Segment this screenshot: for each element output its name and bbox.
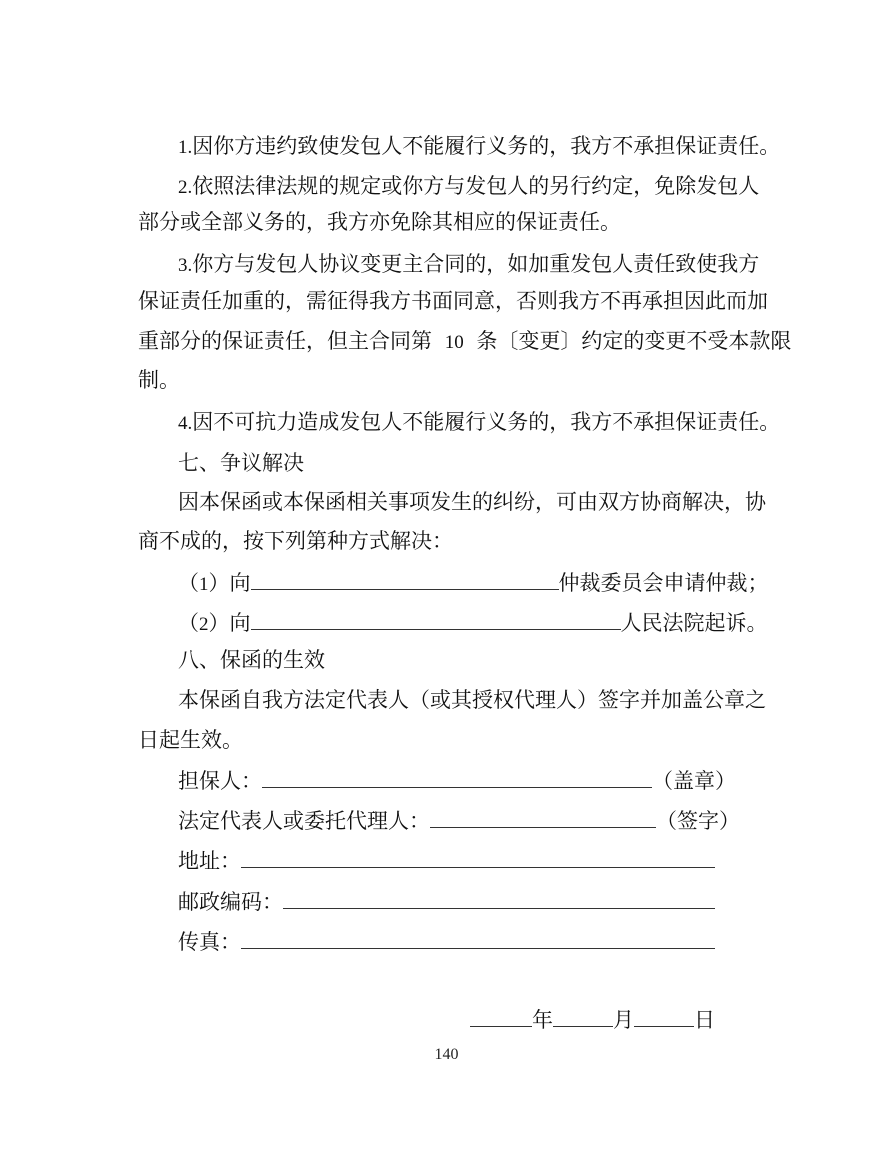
postcode-label: 邮政编码：	[178, 890, 283, 914]
clause-number: 3.	[178, 255, 193, 276]
option-text: 人民法院起诉。	[620, 611, 768, 635]
section-8-text-line-2: 日起生效。	[138, 728, 243, 752]
signature-note: （签字）	[656, 809, 740, 833]
clause-reference-number: 10	[444, 332, 464, 353]
clause-3-line-2: 保证责任加重的，需征得我方书面同意，否则我方不再承担因此而加	[138, 289, 768, 313]
address-label: 地址：	[178, 849, 241, 873]
postcode-row	[178, 888, 715, 914]
arbitration-commission-field[interactable]	[251, 569, 559, 590]
clause-text: 因你方违约致使发包人不能履行义务的，我方不承担保证责任。	[192, 134, 781, 158]
clause-text: 重部分的保证责任，但主合同第	[138, 329, 432, 353]
clause-number: 4.	[178, 413, 193, 434]
section-8-text-line-1: 本保函自我方法定代表人（或其授权代理人）签字并加盖公章之	[178, 688, 766, 712]
section-7-heading: 七、争议解决	[178, 451, 304, 475]
section-7-text-line-2: 商不成的，按下列第种方式解决：	[138, 529, 453, 553]
clause-3-line-1	[178, 252, 759, 278]
option-text: 仲裁委员会申请仲裁；	[558, 571, 769, 595]
month-field[interactable]	[553, 1006, 613, 1027]
guarantor-label: 担保人：	[178, 769, 262, 793]
clause-1	[178, 134, 780, 160]
day-field[interactable]	[634, 1006, 694, 1027]
court-field[interactable]	[251, 609, 621, 630]
clause-text: 你方与发包人协议变更主合同的，如加重发包人责任致使我方	[192, 252, 760, 276]
clause-3-line-3	[138, 329, 791, 355]
option-2	[178, 609, 768, 637]
fax-label: 传真：	[178, 930, 241, 954]
day-label: 日	[694, 1008, 715, 1032]
fax-row	[178, 928, 715, 954]
clause-number: 1.	[178, 137, 193, 158]
seal-note: （盖章）	[652, 769, 736, 793]
representative-label: 法定代表人或委托代理人：	[178, 809, 430, 833]
page-number: 140	[434, 1046, 459, 1063]
postcode-field[interactable]	[283, 888, 715, 909]
clause-text: 依照法律法规的规定或你方与发包人的另行约定，免除发包人	[192, 174, 760, 198]
option-text: ）向	[208, 571, 251, 595]
clause-text: 条〔变更〕约定的变更不受本款限	[476, 329, 792, 353]
date-row	[470, 1006, 715, 1032]
address-field[interactable]	[241, 847, 715, 868]
representative-row	[178, 807, 740, 833]
address-row	[178, 847, 715, 873]
year-field[interactable]	[470, 1006, 532, 1027]
section-7-text-line-1: 因本保函或本保函相关事项发生的纠纷，可由双方协商解决，协	[178, 490, 766, 514]
option-1	[178, 569, 769, 597]
representative-field[interactable]	[430, 807, 656, 828]
paren: （	[178, 611, 199, 635]
fax-field[interactable]	[241, 928, 715, 949]
section-8-heading: 八、保函的生效	[178, 648, 325, 672]
clause-3-line-4: 制。	[138, 368, 180, 392]
clause-2-line-1	[178, 174, 759, 200]
option-number: 1	[199, 574, 209, 595]
clause-4	[178, 410, 780, 436]
clause-text: 因不可抗力造成发包人不能履行义务的，我方不承担保证责任。	[192, 410, 781, 434]
option-text: ）向	[208, 611, 251, 635]
month-label: 月	[613, 1008, 634, 1032]
clause-number: 2.	[178, 177, 193, 198]
option-number: 2	[199, 614, 209, 635]
paren: （	[178, 571, 199, 595]
clause-2-line-2: 部分或全部义务的，我方亦免除其相应的保证责任。	[138, 210, 621, 234]
guarantor-row	[178, 767, 736, 793]
year-label: 年	[532, 1008, 553, 1032]
guarantor-field[interactable]	[262, 767, 652, 788]
